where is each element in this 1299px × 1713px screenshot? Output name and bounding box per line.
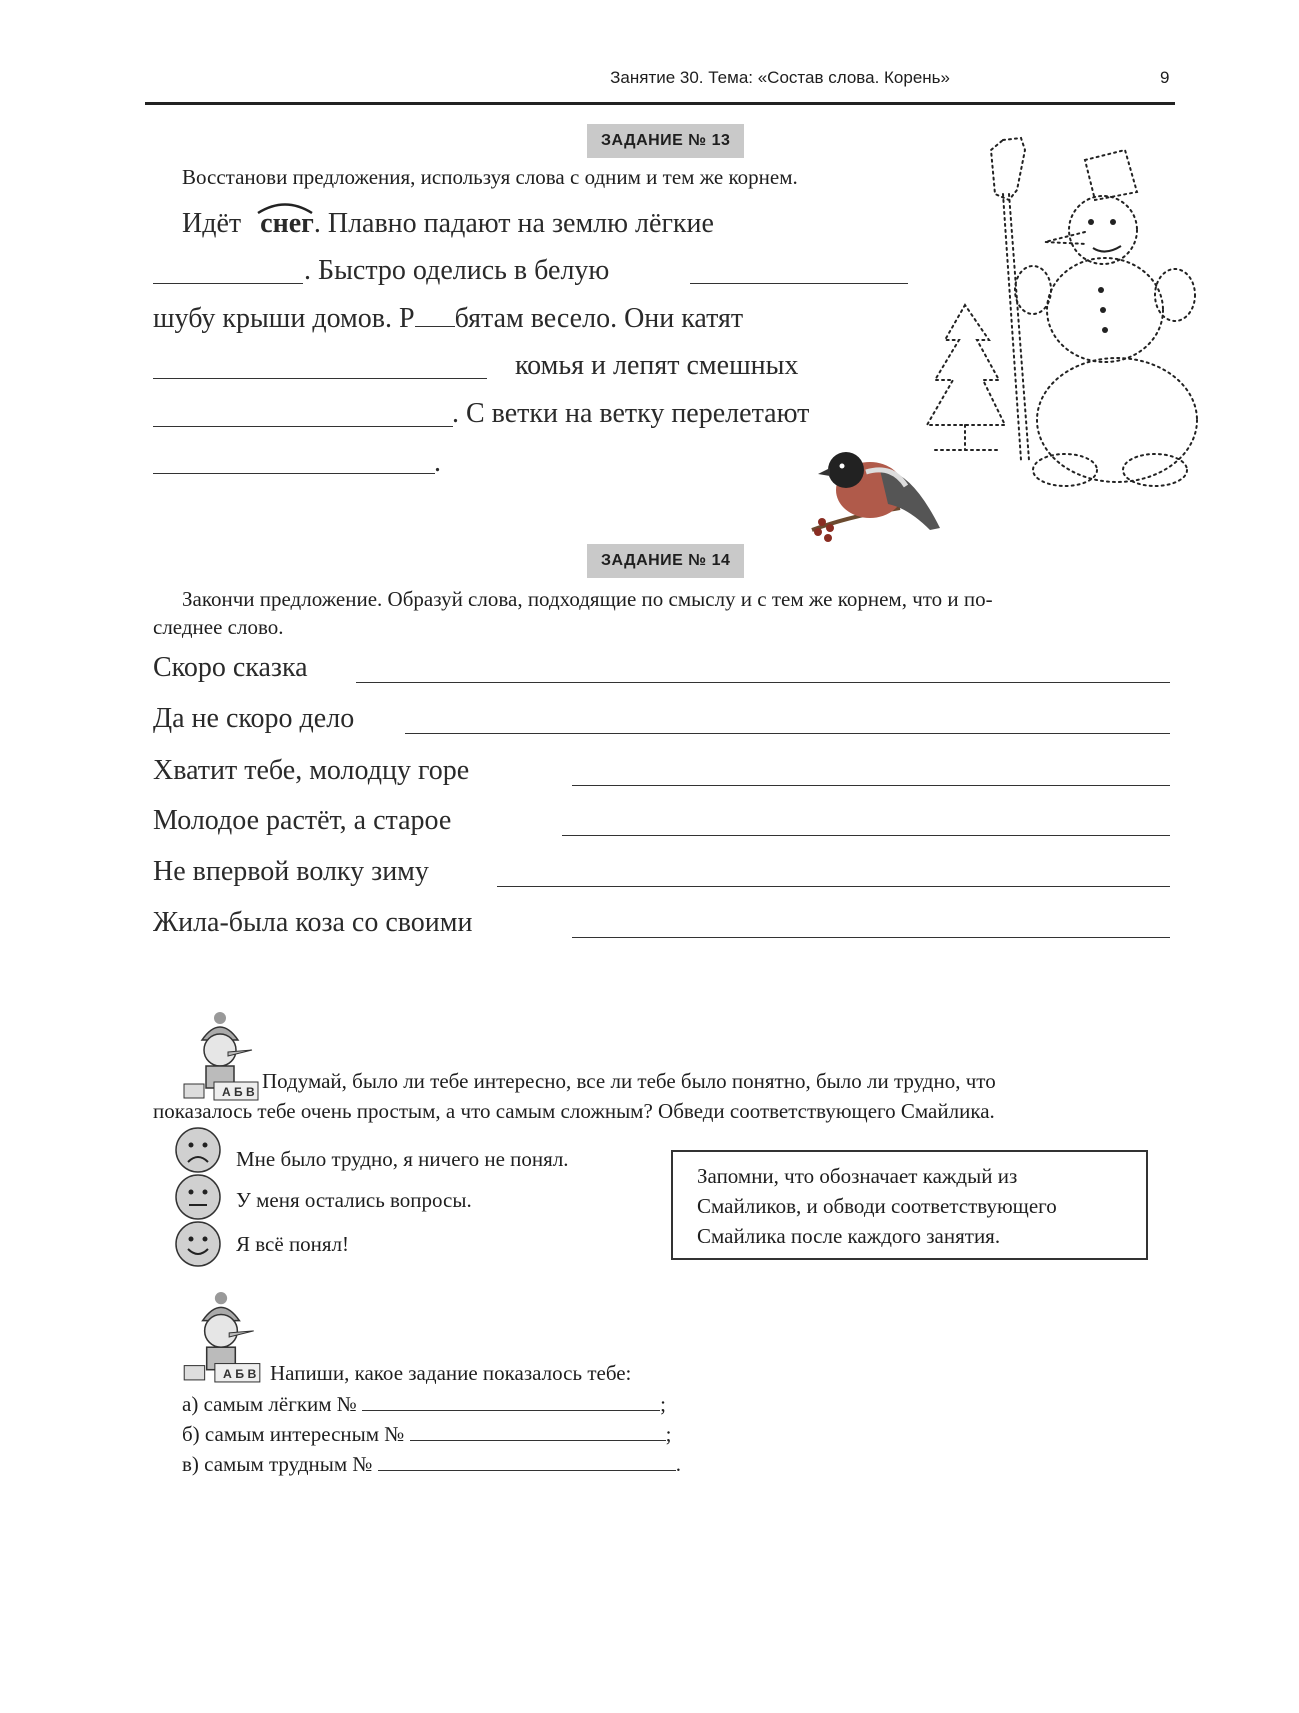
- page-header-title: Занятие 30. Тема: «Состав слова. Корень»: [610, 68, 950, 87]
- answer-line[interactable]: [690, 283, 908, 284]
- book-letter: В: [247, 1366, 257, 1381]
- book-letter: В: [246, 1085, 255, 1099]
- reflection-prompt-line-1: Подумай, было ли тебе интересно, все ли тебе было понятно, было ли трудно, что: [262, 1069, 996, 1093]
- reminder-note-box: [671, 1150, 1148, 1260]
- answer-line[interactable]: [153, 473, 435, 474]
- happy-face-icon[interactable]: [174, 1220, 222, 1268]
- page-number: 9: [1160, 68, 1170, 87]
- easiest-task-input[interactable]: [362, 1388, 660, 1411]
- proverb-sentence: Скоро сказка: [153, 652, 308, 683]
- book-letter: А: [223, 1366, 232, 1381]
- proverb-sentence: Жила-была коза со своими: [153, 907, 473, 938]
- task-13-word-idet: Идёт: [182, 208, 242, 239]
- task-13-line-4: комья и лепят смешных: [515, 350, 799, 381]
- proverb-sentence: Молодое растёт, а старое: [153, 805, 452, 836]
- evaluation-item-easiest: а) самым лёгким № ;: [182, 1388, 666, 1419]
- smiley-label-sad: Мне было трудно, я ничего не понял.: [236, 1147, 569, 1171]
- most-interesting-task-input[interactable]: [410, 1418, 666, 1441]
- proverb-answer-line[interactable]: [405, 733, 1170, 734]
- sad-face-icon[interactable]: [174, 1126, 222, 1174]
- task-13-label: ЗАДАНИЕ № 13: [587, 124, 744, 158]
- task-13-line-3-after: бятам весело. Они катят: [454, 303, 744, 334]
- book-letter: Б: [235, 1366, 245, 1381]
- reminder-note-line-1: Запомни, что обозначает каждый из: [697, 1164, 1018, 1188]
- neutral-face-icon[interactable]: [174, 1173, 222, 1221]
- bullfinch-bird-image: [810, 438, 950, 553]
- pinocchio-mascot-icon: [180, 1290, 262, 1384]
- task-13-line-5: . С ветки на ветку перелетают: [452, 398, 810, 429]
- proverb-sentence: Не впервой волку зиму: [153, 856, 429, 887]
- task-13-line-1: [182, 208, 714, 240]
- evaluation-item-hardest: в) самым трудным № .: [182, 1448, 681, 1479]
- header-divider: [145, 102, 1175, 105]
- root-word-sneg: снег: [260, 208, 314, 239]
- task-13-line-3: [153, 302, 743, 335]
- reminder-note-line-3: Смайлика после каждого занятия.: [697, 1224, 1001, 1248]
- answer-line[interactable]: [153, 283, 303, 284]
- proverb-sentence: Хватит тебе, молодцу горе: [153, 755, 470, 786]
- answer-line[interactable]: [153, 378, 487, 379]
- task-14-label: ЗАДАНИЕ № 14: [587, 544, 744, 578]
- hardest-task-input[interactable]: [378, 1448, 676, 1471]
- task-13-line-6: .: [434, 447, 441, 478]
- reflection-prompt-line-2: показалось тебе очень простым, а что самым сложным? Обведи соответствующего Смайлика.: [153, 1099, 995, 1123]
- proverb-sentence: Да не скоро дело: [153, 703, 355, 734]
- letter-gap-input[interactable]: [415, 302, 455, 327]
- proverb-answer-line[interactable]: [497, 886, 1170, 887]
- reminder-note-line-2: Смайликов, и обводи соответствующего: [697, 1194, 1057, 1218]
- evaluation-item-most-interesting: б) самым интересным № ;: [182, 1418, 671, 1449]
- task-14-instruction-line-2: следнее слово.: [153, 615, 284, 639]
- pinocchio-mascot-icon: [180, 1010, 260, 1102]
- task-13-line-1-rest: . Плавно падают на землю лёгкие: [313, 208, 714, 239]
- smiley-label-neutral: У меня остались вопросы.: [236, 1188, 472, 1212]
- snowman-illustration: [925, 130, 1195, 495]
- answer-line[interactable]: [153, 426, 453, 427]
- smiley-label-happy: Я всё понял!: [236, 1232, 350, 1256]
- task-13-line-3-text: шубу крыши домов. Р: [153, 303, 415, 334]
- proverb-answer-line[interactable]: [356, 682, 1170, 683]
- root-arc-icon: [256, 202, 314, 214]
- evaluation-prompt: Напиши, какое задание показалось тебе:: [270, 1361, 632, 1385]
- book-letter: Б: [234, 1085, 243, 1099]
- task-13-line-2: . Быстро оделись в белую: [304, 255, 610, 286]
- book-letter: А: [222, 1085, 231, 1099]
- proverb-answer-line[interactable]: [572, 785, 1170, 786]
- task-14-instruction-line-1: Закончи предложение. Образуй слова, подходящие по смыслу и с тем же корнем, что и по-: [182, 587, 993, 611]
- proverb-answer-line[interactable]: [562, 835, 1170, 836]
- proverb-answer-line[interactable]: [572, 937, 1170, 938]
- task-13-instruction: Восстанови предложения, используя слова с одним и тем же корнем.: [182, 165, 798, 189]
